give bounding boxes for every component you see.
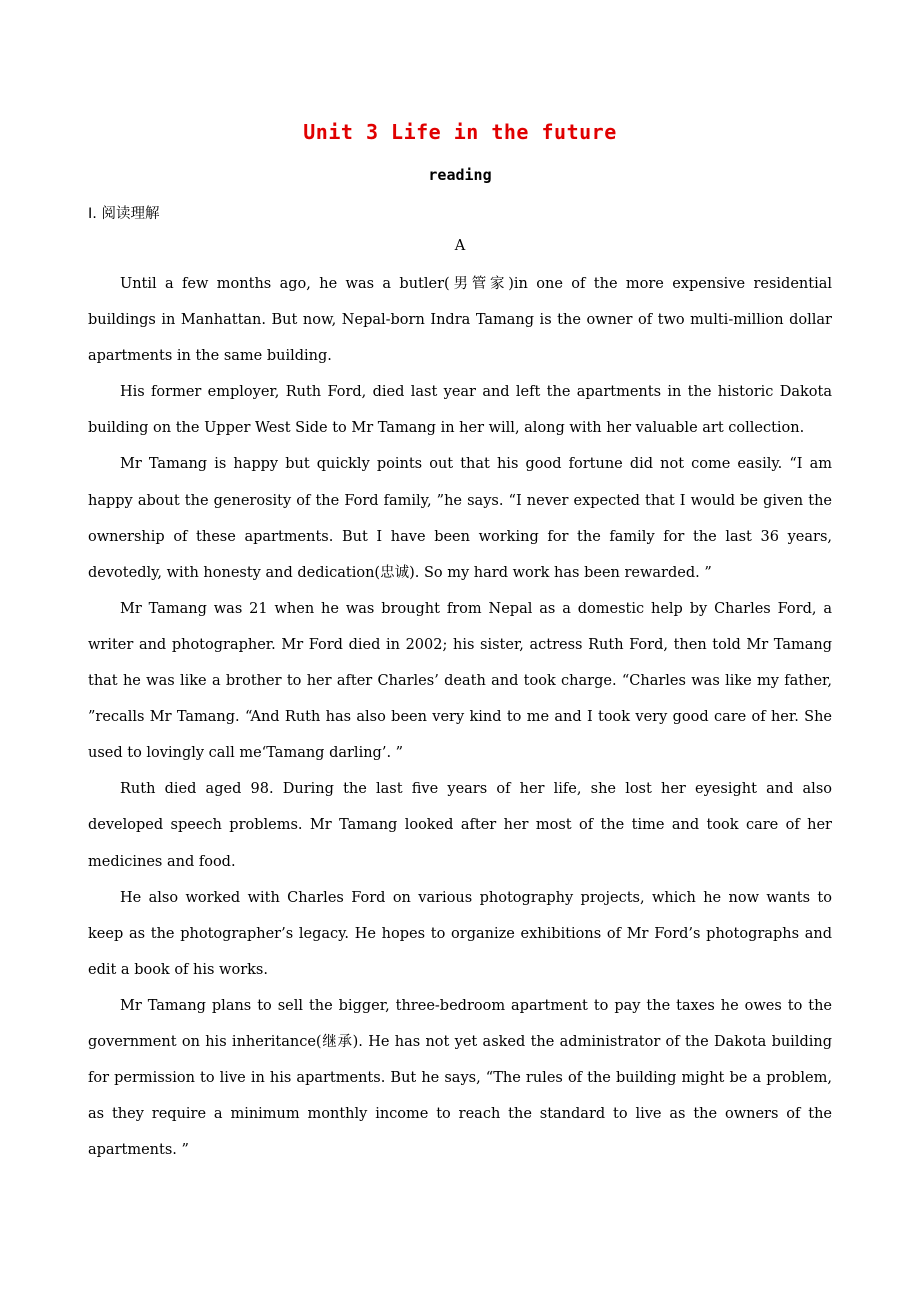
passage-label: A [454, 238, 466, 254]
paragraph-1: Until a few months ago, he was a butler(男管家)in one of the more expensive residential buildings in Manhattan. But now, Nepal-born Indra Tamang is the owner of two multi-million dollar apartments in the same building. [88, 276, 832, 365]
section-subtitle: reading [428, 166, 492, 184]
paragraph-4: Mr Tamang was 21 when he was brought from Nepal as a domestic help by Charles Ford, a writer and photographer. Mr Ford died in 2002; his sister, actress Ruth Ford, then told Mr Tamang that he was like a brother to her after Charles’ death and took charge. “Charles was like my father, ”recalls Mr Tamang. “And Ruth has also been very kind to me and I took very good care of her. She used to lovingly call me‘Tamang darling’. ” [88, 600, 832, 762]
paragraph-7: Mr Tamang plans to sell the bigger, three-bedroom apartment to pay the taxes he owes to the government on his inheritance(继承). He has not yet asked the administrator of the Dakota building for permission to live in his apartments. But he says, “The rules of the building might be a problem, as they require a minimum monthly income to reach the standard to live as the owners of the apartments. ” [88, 997, 832, 1159]
paragraph-2: His former employer, Ruth Ford, died last year and left the apartments in the historic Dakota building on the Upper West Side to Mr Tamang in her will, along with her valuable art collection. [88, 384, 832, 437]
passage-body [88, 266, 832, 1168]
paragraph-6: He also worked with Charles Ford on various photography projects, which he now wants to keep as the photographer’s legacy. He hopes to organize exhibitions of Mr Ford’s photographs and edit a book of his works. [88, 889, 832, 978]
unit-title: Unit 3 Life in the future [303, 120, 617, 144]
paragraph-5: Ruth died aged 98. During the last five years of her life, she lost her eyesight and also developed speech problems. Mr Tamang looked after her most of the time and took care of her medicines and food. [88, 781, 832, 870]
paragraph-3: Mr Tamang is happy but quickly points out that his good fortune did not come easily. “I am happy about the generosity of the Ford family, ”he says. “I never expected that I would be given the ownership of these apartments. But I have been working for the family for the last 36 years, devotedly, with honesty and dedication(忠诚). So my hard work has been rewarded. ” [88, 456, 832, 581]
section-heading: Ⅰ. 阅读理解 [88, 206, 160, 222]
